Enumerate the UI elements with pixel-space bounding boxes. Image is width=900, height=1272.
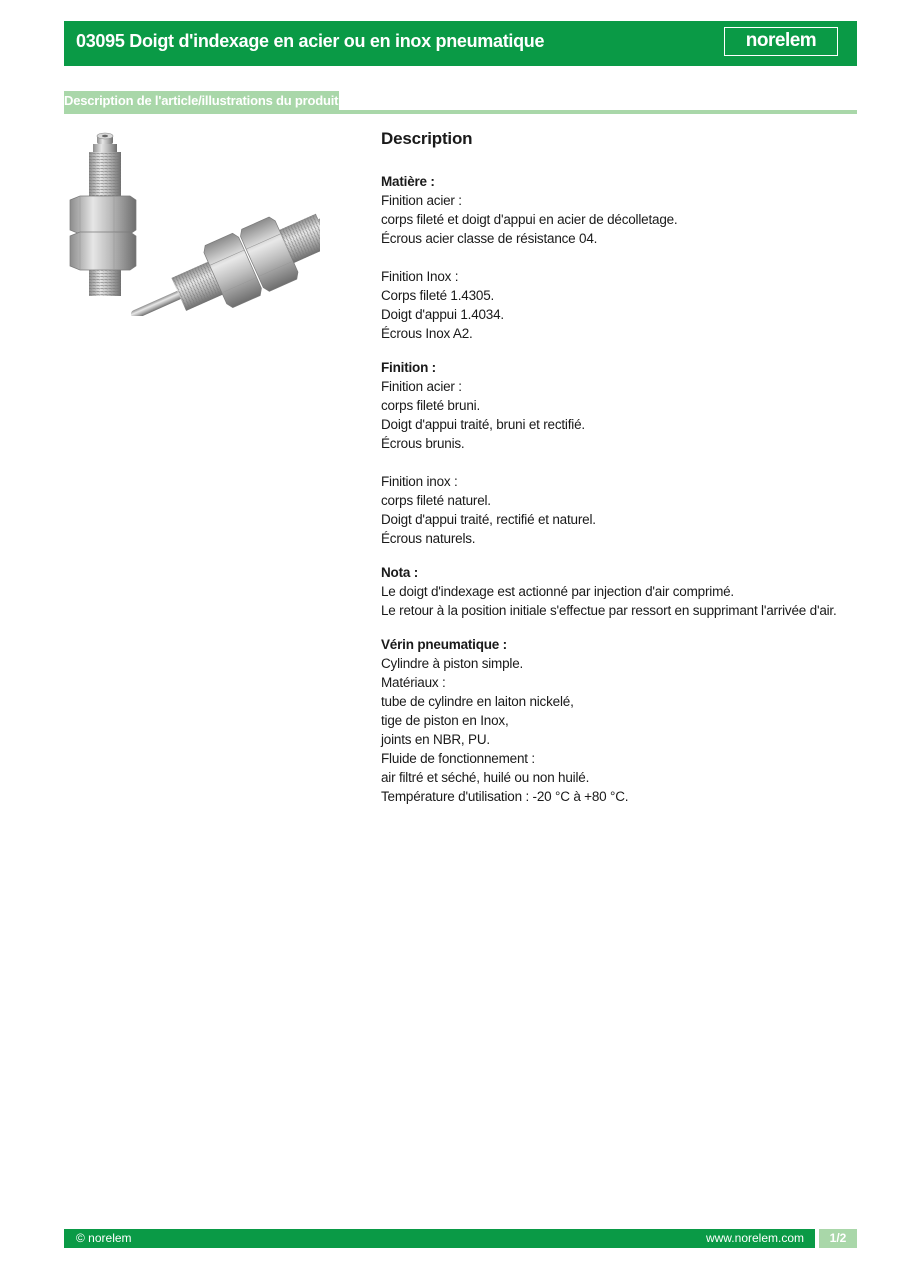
finish-line: Finition inox : (381, 474, 458, 489)
cylinder-block (381, 635, 851, 806)
page-number: 1/2 (819, 1229, 857, 1248)
material-line: Écrous acier classe de résistance 04. (381, 231, 598, 246)
spacer (381, 248, 851, 267)
finish-block (381, 358, 851, 548)
material-line: Finition Inox : (381, 269, 459, 284)
material-line: Finition acier : (381, 193, 462, 208)
header-bar (64, 21, 857, 66)
footer-bar (64, 1229, 815, 1248)
material-block (381, 172, 851, 343)
finish-line: Écrous brunis. (381, 436, 465, 451)
material-title: Matière : (381, 174, 435, 189)
copyright: © norelem (76, 1231, 132, 1245)
finish-line: corps fileté bruni. (381, 398, 480, 413)
finish-line: Doigt d'appui traité, bruni et rectifié. (381, 417, 585, 432)
section-divider (64, 110, 857, 114)
cylinder-line: Fluide de fonctionnement : (381, 751, 535, 766)
spacer (381, 453, 851, 472)
product-image (64, 126, 320, 316)
cylinder-line: Cylindre à piston simple. (381, 656, 524, 671)
material-line: Doigt d'appui 1.4034. (381, 307, 504, 322)
finish-line: corps fileté naturel. (381, 493, 491, 508)
website-link[interactable]: www.norelem.com (705, 1231, 804, 1245)
note-title: Nota : (381, 565, 419, 580)
material-line: Écrous Inox A2. (381, 326, 473, 341)
note-line: Le doigt d'indexage est actionné par injection d'air comprimé. (381, 584, 734, 599)
finish-line: Finition acier : (381, 379, 462, 394)
note-line: Le retour à la position initiale s'effectue par ressort en supprimant l'arrivée d'air. (381, 603, 837, 618)
page-title: 03095 Doigt d'indexage en acier ou en inox pneumatique (76, 31, 545, 51)
cylinder-line: joints en NBR, PU. (381, 732, 490, 747)
section-label: Description de l'article/illustrations du produit (64, 93, 339, 108)
material-line: corps fileté et doigt d'appui en acier de décolletage. (381, 212, 678, 227)
cylinder-line: Température d'utilisation : -20 °C à +80 °C. (381, 789, 629, 804)
cylinder-line: air filtré et séché, huilé ou non huilé. (381, 770, 590, 785)
finish-line: Doigt d'appui traité, rectifié et naturel. (381, 512, 596, 527)
cylinder-title: Vérin pneumatique : (381, 637, 507, 652)
cylinder-line: Matériaux : (381, 675, 446, 690)
cylinder-line: tube de cylindre en laiton nickelé, (381, 694, 574, 709)
description-heading: Description (381, 129, 473, 148)
norelem-logo: norelem (724, 27, 838, 56)
vertical-indexing-plunger (70, 133, 136, 296)
cylinder-line: tige de piston en Inox, (381, 713, 509, 728)
note-block (381, 563, 851, 620)
angled-indexing-plunger (117, 192, 320, 316)
finish-line: Écrous naturels. (381, 531, 476, 546)
material-line: Corps fileté 1.4305. (381, 288, 495, 303)
description-panel (381, 128, 851, 821)
finish-title: Finition : (381, 360, 436, 375)
